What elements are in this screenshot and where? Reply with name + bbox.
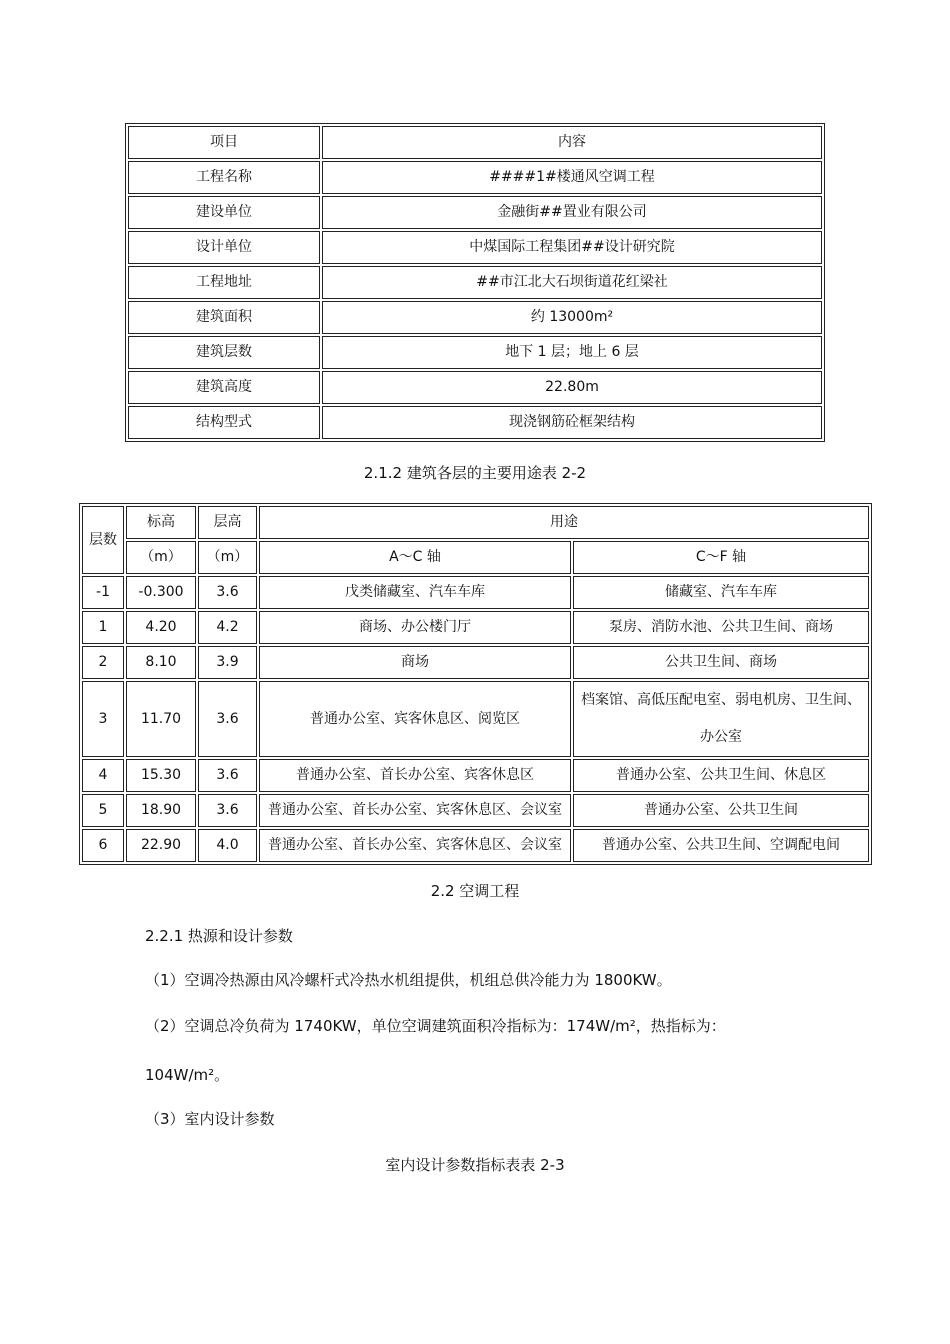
cell-usage-c-f: 泵房、消防水池、公共卫生间、商场 [573, 611, 869, 644]
subsection-title: 2.2.1 热源和设计参数 [145, 927, 293, 945]
cell-usage-c-f: 储藏室、汽车车库 [573, 576, 869, 609]
row-value: 中煤国际工程集团##设计研究院 [322, 231, 822, 264]
cell-usage-a-c: 商场、办公楼门厅 [259, 611, 571, 644]
cell-elevation: 4.20 [126, 611, 196, 644]
cell-elevation: 11.70 [126, 681, 196, 757]
row-value: ##市江北大石坝街道花红梁社 [322, 266, 822, 299]
cell-usage-c-f: 普通办公室、公共卫生间 [573, 794, 869, 827]
table-caption-2-2: 2.1.2 建筑各层的主要用途表 2-2 [363, 464, 587, 482]
cell-floor: 2 [82, 646, 124, 679]
cell-floor: 6 [82, 829, 124, 862]
cell-elevation: 8.10 [126, 646, 196, 679]
table-row [128, 371, 822, 404]
table-caption-2-3: 室内设计参数指标表表 2-3 [385, 1156, 565, 1174]
cell-elevation: -0.300 [126, 576, 196, 609]
row-value: 22.80m [322, 371, 822, 404]
table-row [82, 611, 869, 644]
row-label: 建筑面积 [128, 301, 320, 334]
table-header-row [82, 506, 869, 539]
cell-storey-height: 3.9 [198, 646, 257, 679]
cell-storey-height: 3.6 [198, 759, 257, 792]
header-floor: 层数 [82, 506, 124, 574]
section-title-2-2: 2.2 空调工程 [430, 882, 520, 900]
table-row [128, 406, 822, 439]
paragraph-1: （1）空调冷热源由风冷螺杆式冷热水机组提供，机组总供冷能力为 1800KW。 [145, 971, 672, 989]
cell-usage-c-f: 档案馆、高低压配电室、弱电机房、卫生间、办公室 [573, 681, 869, 757]
header-axis-a-c: A～C 轴 [259, 541, 571, 574]
header-usage: 用途 [259, 506, 869, 539]
header-storey-height-unit: （m） [198, 541, 257, 574]
table-row [128, 196, 822, 229]
table-row [82, 829, 869, 862]
paragraph-2: （2）空调总冷负荷为 1740KW，单位空调建筑面积冷指标为：174W/m²，热指标为： [145, 1017, 726, 1035]
cell-storey-height: 4.0 [198, 829, 257, 862]
paragraph-3: （3）室内设计参数 [145, 1110, 275, 1128]
table-row [82, 576, 869, 609]
table-row [82, 646, 869, 679]
table-row [82, 794, 869, 827]
header-content: 内容 [322, 126, 822, 159]
cell-usage-a-c: 戊类储藏室、汽车车库 [259, 576, 571, 609]
header-storey-height: 层高 [198, 506, 257, 539]
project-info-table [125, 123, 825, 442]
cell-elevation: 15.30 [126, 759, 196, 792]
row-label: 建设单位 [128, 196, 320, 229]
header-axis-c-f: C～F 轴 [573, 541, 869, 574]
table-row [82, 759, 869, 792]
row-value: 约 13000m² [322, 301, 822, 334]
cell-storey-height: 3.6 [198, 576, 257, 609]
table-row [128, 161, 822, 194]
row-label: 建筑层数 [128, 336, 320, 369]
cell-elevation: 18.90 [126, 794, 196, 827]
cell-usage-c-f: 普通办公室、公共卫生间、休息区 [573, 759, 869, 792]
table-row [128, 231, 822, 264]
row-label: 设计单位 [128, 231, 320, 264]
header-elevation-unit: （m） [126, 541, 196, 574]
row-label: 工程名称 [128, 161, 320, 194]
cell-usage-a-c: 普通办公室、宾客休息区、阅览区 [259, 681, 571, 757]
table-row [82, 681, 869, 757]
table-row [128, 266, 822, 299]
row-value: ####1#楼通风空调工程 [322, 161, 822, 194]
cell-elevation: 22.90 [126, 829, 196, 862]
cell-usage-c-f: 普通办公室、公共卫生间、空调配电间 [573, 829, 869, 862]
cell-storey-height: 3.6 [198, 681, 257, 757]
row-label: 结构型式 [128, 406, 320, 439]
cell-usage-c-f: 公共卫生间、商场 [573, 646, 869, 679]
table-row [128, 301, 822, 334]
cell-usage-a-c: 普通办公室、首长办公室、宾客休息区、会议室 [259, 829, 571, 862]
cell-floor: 5 [82, 794, 124, 827]
cell-floor: 1 [82, 611, 124, 644]
table-row [128, 336, 822, 369]
cell-floor: 4 [82, 759, 124, 792]
row-label: 工程地址 [128, 266, 320, 299]
cell-storey-height: 4.2 [198, 611, 257, 644]
row-label: 建筑高度 [128, 371, 320, 404]
table-header-row [82, 541, 869, 574]
cell-usage-a-c: 普通办公室、首长办公室、宾客休息区 [259, 759, 571, 792]
cell-floor: -1 [82, 576, 124, 609]
floor-usage-table [79, 503, 872, 865]
header-item: 项目 [128, 126, 320, 159]
row-value: 现浇钢筋砼框架结构 [322, 406, 822, 439]
cell-usage-a-c: 普通办公室、首长办公室、宾客休息区、会议室 [259, 794, 571, 827]
table-header-row [128, 126, 822, 159]
row-value: 金融街##置业有限公司 [322, 196, 822, 229]
header-elevation: 标高 [126, 506, 196, 539]
cell-usage-a-c: 商场 [259, 646, 571, 679]
row-value: 地下 1 层；地上 6 层 [322, 336, 822, 369]
paragraph-2-continued: 104W/m²。 [145, 1066, 230, 1084]
cell-storey-height: 3.6 [198, 794, 257, 827]
cell-floor: 3 [82, 681, 124, 757]
